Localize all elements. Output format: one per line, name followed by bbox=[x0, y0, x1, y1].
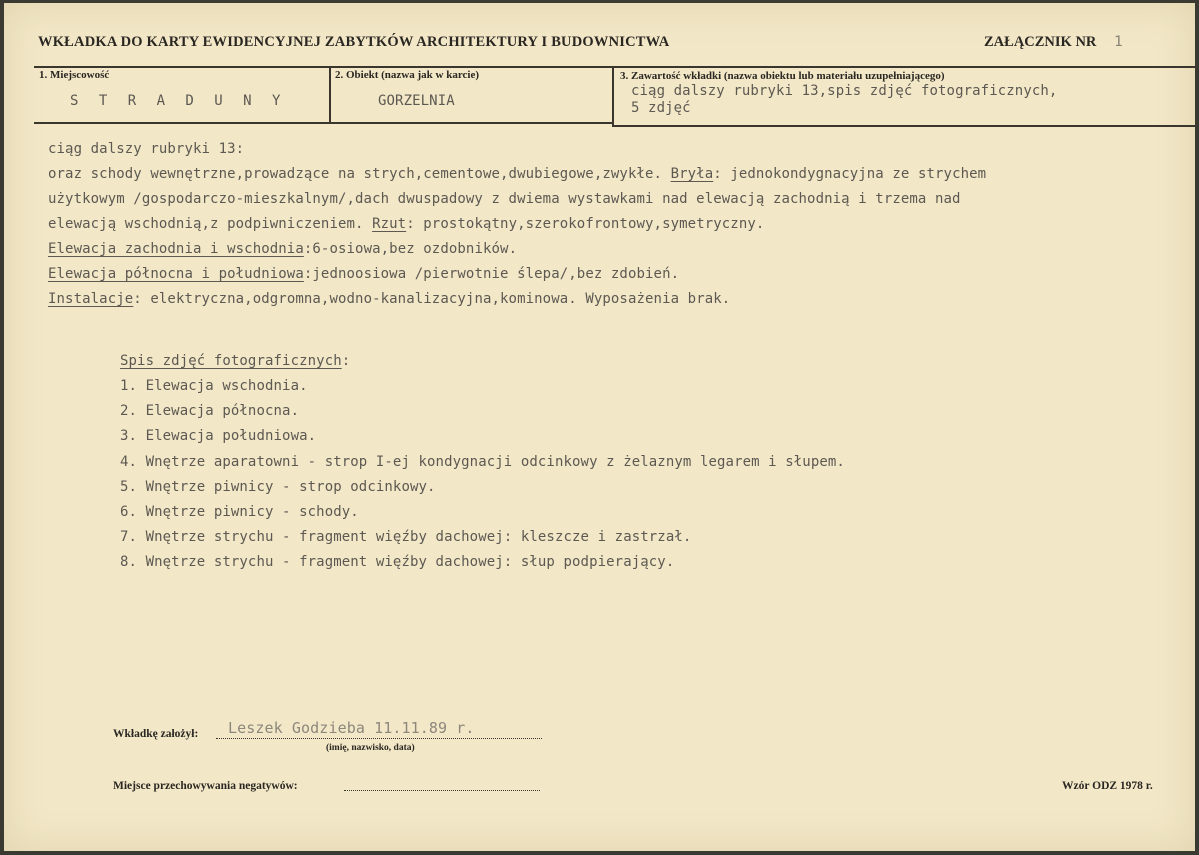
created-by-label: Wkładkę założył: bbox=[113, 728, 199, 740]
negatives-storage-line bbox=[344, 790, 540, 791]
created-by-line bbox=[216, 738, 542, 739]
object-label: 2. Obiekt (nazwa jak w karcie) bbox=[335, 69, 480, 81]
body-line-5: Elewacja zachodnia i wschodnia:6-osiowa,bez ozdobników. bbox=[48, 241, 518, 257]
body-line-3: użytkowym /gospodarczo-mieszkalnym/,dach dwuspadowy z dwiema wystawkami nad elewacją zachodnią i trzema nad bbox=[48, 191, 961, 207]
body-line-6: Elewacja północna i południowa:jednoosiowa /pierwotnie ślepa/,bez zdobień. bbox=[48, 266, 680, 282]
header-rule-top bbox=[34, 66, 1195, 68]
header-rule-bottom bbox=[34, 122, 612, 124]
photo-list-heading: Spis zdjęć fotograficznych: bbox=[120, 353, 351, 369]
photo-item: 6. Wnętrze piwnicy - schody. bbox=[120, 504, 359, 520]
body-line-4: elewacją wschodnią,z podpiwniczeniem. Rzut: prostokątny,szerokofrontowy,symetryczny. bbox=[48, 216, 765, 232]
photo-item: 1. Elewacja wschodnia. bbox=[120, 378, 308, 394]
field-divider-1 bbox=[329, 66, 331, 123]
record-card bbox=[4, 3, 1195, 851]
created-by-caption: (imię, nazwisko, data) bbox=[326, 743, 415, 753]
contents-label: 3. Zawartość wkładki (nazwa obiektu lub materiału uzupełniającego) bbox=[620, 70, 945, 82]
header-rule-bottom-right bbox=[612, 125, 1195, 127]
contents-line-1: ciąg dalszy rubryki 13,spis zdjęć fotograficznych, bbox=[631, 83, 1058, 99]
body-line-2: oraz schody wewnętrzne,prowadzące na strych,cementowe,dwubiegowe,zwykłe. Bryła: jednokondygnacyjna ze strychem bbox=[48, 166, 987, 182]
photo-item: 2. Elewacja północna. bbox=[120, 403, 300, 419]
locality-label: 1. Miejscowość bbox=[39, 69, 110, 81]
form-title: WKŁADKA DO KARTY EWIDENCYJNEJ ZABYTKÓW ARCHITEKTURY I BUDOWNICTWA bbox=[38, 34, 670, 50]
locality-value: S T R A D U N Y bbox=[70, 93, 287, 109]
object-value: GORZELNIA bbox=[378, 93, 455, 109]
field-divider-2 bbox=[612, 66, 614, 126]
photo-item: 7. Wnętrze strychu - fragment więźby dachowej: kleszcze i zastrzał. bbox=[120, 529, 692, 545]
created-by-value: Leszek Godzieba 11.11.89 r. bbox=[228, 719, 475, 737]
photo-item: 3. Elewacja południowa. bbox=[120, 428, 317, 444]
photo-item: 4. Wnętrze aparatowni - strop I-ej kondygnacji odcinkowy z żelaznym legarem i słupem. bbox=[120, 454, 845, 470]
form-model: Wzór ODZ 1978 r. bbox=[1062, 780, 1153, 792]
attachment-number: 1 bbox=[1114, 34, 1123, 50]
body-line-7: Instalacje: elektryczna,odgromna,wodno-kanalizacyjna,kominowa. Wyposażenia brak. bbox=[48, 291, 731, 307]
negatives-storage-label: Miejsce przechowywania negatywów: bbox=[113, 780, 298, 792]
body-line-1: ciąg dalszy rubryki 13: bbox=[48, 141, 245, 157]
photo-item: 8. Wnętrze strychu - fragment więźby dachowej: słup podpierający. bbox=[120, 554, 675, 570]
contents-line-2: 5 zdjęć bbox=[631, 100, 691, 116]
photo-item: 5. Wnętrze piwnicy - strop odcinkowy. bbox=[120, 479, 436, 495]
attachment-label: ZAŁĄCZNIK NR bbox=[984, 34, 1097, 50]
